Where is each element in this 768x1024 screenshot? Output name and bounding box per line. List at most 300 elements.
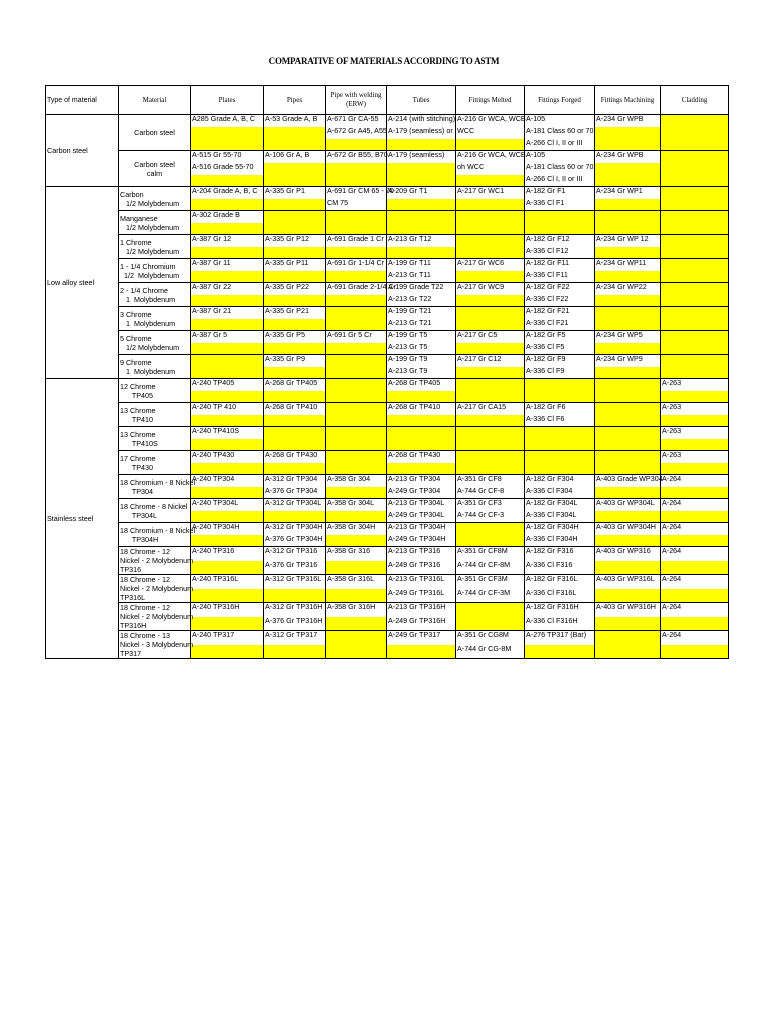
cell-fittings-melted <box>456 235 525 247</box>
cell-cladding <box>661 199 729 211</box>
cell-pipe-with-welding <box>326 617 387 631</box>
cell-fittings-forged: A-336 Cl F5 <box>525 343 595 355</box>
cell-tubes <box>387 247 456 259</box>
cell-pipes <box>264 367 326 379</box>
cell-fittings-melted: A-217 Gr WC9 <box>456 283 525 295</box>
table-row <box>46 499 729 511</box>
material-name-cell: 3 Chrome 1 Molybdenum <box>119 307 191 331</box>
cell-fittings-melted: A-351 Gr CG8M <box>456 631 525 645</box>
cell-fittings-machining <box>595 645 661 659</box>
cell-pipes <box>264 463 326 475</box>
cell-pipe-with-welding: A-691 Gr 5 Cr <box>326 331 387 343</box>
cell-tubes: A-199 Gr T5 <box>387 331 456 343</box>
cell-pipe-with-welding <box>326 175 387 187</box>
cell-tubes: A-213 Gr T9 <box>387 367 456 379</box>
cell-fittings-melted <box>456 617 525 631</box>
cell-cladding <box>661 271 729 283</box>
cell-plates <box>191 617 264 631</box>
cell-tubes: A-213 Gr TP304 <box>387 475 456 487</box>
cell-pipes: A-335 Gr P9 <box>264 355 326 367</box>
cell-pipe-with-welding: CM 75 <box>326 199 387 211</box>
cell-cladding: A-264 <box>661 603 729 617</box>
cell-pipe-with-welding <box>326 535 387 547</box>
material-name-cell: 18 Chromium - 8 Nickel TP304H <box>119 523 191 547</box>
cell-pipe-with-welding: A-691 Gr 1-1/4 Cr <box>326 259 387 271</box>
cell-fittings-melted: A-744 Gr CF-8M <box>456 561 525 575</box>
cell-cladding <box>661 319 729 331</box>
material-name-cell: 5 Chrome 1/2 Molybdenum <box>119 331 191 355</box>
table-row <box>46 475 729 487</box>
cell-plates <box>191 343 264 355</box>
cell-fittings-machining <box>595 403 661 415</box>
cell-cladding <box>661 295 729 307</box>
cell-fittings-forged <box>525 211 595 223</box>
cell-fittings-melted <box>456 427 525 439</box>
table-row <box>46 523 729 535</box>
table-body <box>46 115 729 659</box>
cell-plates <box>191 295 264 307</box>
cell-fittings-melted <box>456 343 525 355</box>
cell-fittings-machining: A-403 Gr WP316 <box>595 547 661 561</box>
cell-fittings-forged: A-336 Cl F304H <box>525 535 595 547</box>
material-name-cell: 18 Chrome - 13 Nickel - 3 Molybdenum TP317 <box>120 631 194 658</box>
cell-fittings-forged: A-182 Gr F12 <box>525 235 595 247</box>
cell-pipes <box>264 319 326 331</box>
cell-fittings-forged: A-182 Gr F11 <box>525 259 595 271</box>
cell-fittings-forged: A-182 Gr F21 <box>525 307 595 319</box>
cell-fittings-forged <box>525 463 595 475</box>
cell-plates <box>191 139 264 151</box>
cell-fittings-forged: A-182 Gr F304 <box>525 475 595 487</box>
document-title: COMPARATIVE OF MATERIALS ACCORDING TO ASTM <box>268 56 500 66</box>
cell-pipes: A-268 Gr TP430 <box>264 451 326 463</box>
cell-fittings-forged: A-336 Cl F1 <box>525 199 595 211</box>
cell-tubes: A-213 Gr TP304H <box>387 523 456 535</box>
cell-tubes <box>387 199 456 211</box>
cell-tubes <box>387 415 456 427</box>
cell-fittings-melted <box>456 367 525 379</box>
cell-tubes <box>387 223 456 235</box>
cell-tubes: A-213 Gr TP304L <box>387 499 456 511</box>
cell-cladding <box>661 307 729 319</box>
cell-fittings-forged: A-182 Gr F6 <box>525 403 595 415</box>
header-tubes: Tubes <box>387 86 456 115</box>
table-row <box>46 451 729 463</box>
cell-cladding <box>661 463 729 475</box>
cell-cladding: A-264 <box>661 547 729 561</box>
cell-plates <box>191 175 264 187</box>
material-name-cell: Carbon 1/2 Molybdenum <box>119 187 191 211</box>
table-row <box>46 379 729 391</box>
cell-pipes: A-312 Gr TP316H <box>264 603 326 617</box>
cell-pipe-with-welding <box>326 589 387 603</box>
cell-fittings-melted <box>456 223 525 235</box>
cell-pipe-with-welding <box>326 271 387 283</box>
cell-tubes: A-199 Gr T21 <box>387 307 456 319</box>
material-name-cell: 18 Chromium - 8 Nickel TP304 <box>119 475 191 499</box>
cell-pipe-with-welding <box>326 511 387 523</box>
cell-fittings-forged: A-266 Cl I, II or III <box>525 139 595 151</box>
cell-tubes <box>387 391 456 403</box>
cell-plates <box>191 589 264 603</box>
cell-pipe-with-welding <box>326 645 387 659</box>
cell-fittings-machining <box>595 319 661 331</box>
cell-fittings-forged <box>525 391 595 403</box>
cell-plates <box>191 355 264 367</box>
cell-fittings-machining <box>595 535 661 547</box>
cell-fittings-machining: A-403 Gr WP316H <box>595 603 661 617</box>
cell-plates <box>191 561 264 575</box>
cell-tubes: A-268 Gr TP410 <box>387 403 456 415</box>
cell-pipe-with-welding <box>326 295 387 307</box>
cell-pipe-with-welding <box>326 307 387 319</box>
table-row <box>46 427 729 439</box>
material-name-cell: 1 Chrome 1/2 Molybdenum <box>119 235 191 259</box>
header-pipes: Pipes <box>264 86 326 115</box>
cell-fittings-machining <box>595 427 661 439</box>
cell-pipes: A-312 Gr TP304L <box>264 499 326 511</box>
header-fittings-forged: Fittings Forged <box>525 86 595 115</box>
cell-fittings-machining <box>595 391 661 403</box>
cell-fittings-forged <box>525 645 595 659</box>
material-name-cell: Manganese 1/2 Molybdenum <box>119 211 191 235</box>
cell-pipe-with-welding <box>326 367 387 379</box>
cell-fittings-machining <box>595 175 661 187</box>
cell-fittings-machining <box>595 199 661 211</box>
cell-cladding: A-264 <box>661 475 729 487</box>
cell-plates: A-240 TP304 <box>191 475 264 487</box>
cell-pipe-with-welding <box>326 415 387 427</box>
cell-fittings-melted: WCC <box>456 127 525 139</box>
cell-fittings-machining <box>595 463 661 475</box>
cell-fittings-melted: oh WCC <box>456 163 525 175</box>
cell-cladding: A-263 <box>661 379 729 391</box>
cell-fittings-machining: A-403 Grade WP304 <box>595 475 661 487</box>
cell-cladding <box>661 561 729 575</box>
cell-pipes <box>264 427 326 439</box>
cell-fittings-forged <box>525 223 595 235</box>
cell-fittings-melted <box>456 319 525 331</box>
cell-tubes <box>387 645 456 659</box>
table-row <box>46 575 729 589</box>
cell-plates <box>191 271 264 283</box>
cell-fittings-forged: A-336 Cl F22 <box>525 295 595 307</box>
cell-pipes <box>264 645 326 659</box>
cell-fittings-machining <box>595 223 661 235</box>
cell-fittings-melted: A-217 Gr WC6 <box>456 259 525 271</box>
cell-pipe-with-welding: A-358 Gr 316 <box>326 547 387 561</box>
cell-fittings-machining <box>595 561 661 575</box>
material-name-cell: 18 Chrome - 8 Nickel TP304L <box>119 499 191 523</box>
cell-pipe-with-welding: A-672 Gr B55, B70 <box>326 151 387 163</box>
cell-cladding <box>661 163 729 175</box>
cell-fittings-melted: A-216 Gr WCA, WCB <box>456 151 525 163</box>
cell-fittings-machining <box>595 439 661 451</box>
cell-fittings-melted: A-351 Gr CF3M <box>456 575 525 589</box>
cell-pipe-with-welding: A-358 Gr 304 <box>326 475 387 487</box>
cell-pipes: A-335 Gr P22 <box>264 283 326 295</box>
cell-pipe-with-welding: A-358 Gr 304H <box>326 523 387 535</box>
cell-fittings-machining <box>595 379 661 391</box>
cell-fittings-machining <box>595 451 661 463</box>
material-name-cell: 9 Chrome 1 Molybdenum <box>119 355 191 379</box>
cell-pipe-with-welding: A-691 Grade 1 Cr <box>326 235 387 247</box>
table-row <box>46 211 729 223</box>
cell-tubes: A-249 Gr TP304H <box>387 535 456 547</box>
cell-fittings-melted: A-217 Gr CA15 <box>456 403 525 415</box>
cell-fittings-forged: A-336 Cl F9 <box>525 367 595 379</box>
cell-plates: A-516 Grade 55-70 <box>191 163 264 175</box>
header-row <box>46 86 729 115</box>
cell-tubes: A-249 Gr TP304 <box>387 487 456 499</box>
cell-plates <box>191 439 264 451</box>
cell-cladding <box>661 127 729 139</box>
cell-pipes: A-335 Gr P21 <box>264 307 326 319</box>
cell-plates: A-240 TP410S <box>191 427 264 439</box>
cell-fittings-melted <box>456 463 525 475</box>
cell-tubes: A-209 Gr T1 <box>387 187 456 199</box>
cell-cladding <box>661 535 729 547</box>
cell-pipes <box>264 295 326 307</box>
cell-tubes: A-249 Gr TP316 <box>387 561 456 575</box>
cell-fittings-machining: A-234 Gr WP9 <box>595 355 661 367</box>
header-material: Material <box>119 86 191 115</box>
cell-fittings-forged: A-105 <box>525 115 595 127</box>
cell-tubes: A-179 (seamless) <box>387 151 456 163</box>
cell-plates <box>191 645 264 659</box>
cell-fittings-machining <box>595 127 661 139</box>
cell-fittings-forged <box>525 439 595 451</box>
cell-fittings-machining <box>595 617 661 631</box>
cell-tubes <box>387 211 456 223</box>
cell-fittings-melted: A-351 Gr CF8M <box>456 547 525 561</box>
cell-tubes: A-213 Gr TP316 <box>387 547 456 561</box>
cell-fittings-machining <box>595 631 661 645</box>
cell-pipes: A-268 Gr TP405 <box>264 379 326 391</box>
cell-cladding <box>661 115 729 127</box>
cell-pipe-with-welding <box>326 211 387 223</box>
cell-fittings-melted: A-351 Gr CF8 <box>456 475 525 487</box>
cell-fittings-melted <box>456 391 525 403</box>
cell-cladding <box>661 617 729 631</box>
cell-plates <box>191 367 264 379</box>
cell-plates: A-204 Grade A, B, C <box>191 187 264 199</box>
cell-fittings-forged: A-276 TP317 (Bar) <box>525 631 595 645</box>
cell-fittings-melted: A-744 Gr CF-8 <box>456 487 525 499</box>
cell-pipes: A-376 Gr TP316 <box>264 561 326 575</box>
cell-pipe-with-welding <box>326 319 387 331</box>
cell-cladding: A-264 <box>661 575 729 589</box>
cell-fittings-melted: A-351 Gr CF3 <box>456 499 525 511</box>
cell-fittings-melted <box>456 603 525 617</box>
cell-fittings-machining <box>595 247 661 259</box>
cell-plates <box>191 415 264 427</box>
cell-fittings-forged <box>525 379 595 391</box>
cell-pipe-with-welding <box>326 223 387 235</box>
table-row <box>46 259 729 271</box>
cell-pipe-with-welding <box>326 561 387 575</box>
cell-fittings-melted: A-216 Gr WCA, WCB <box>456 115 525 127</box>
cell-plates: A-240 TP430 <box>191 451 264 463</box>
cell-fittings-machining <box>595 415 661 427</box>
table-row <box>46 187 729 199</box>
cell-plates: A-240 TP316L <box>191 575 264 589</box>
type-of-material-cell: Low alloy steel <box>46 187 119 379</box>
type-of-material-cell: Stainless steel <box>46 379 119 659</box>
cell-pipes <box>264 415 326 427</box>
cell-fittings-machining: A-403 Gr WP316L <box>595 575 661 589</box>
cell-cladding <box>661 187 729 199</box>
header-pipe-with-welding: Pipe with welding (ERW) <box>326 86 387 115</box>
cell-pipes: A-268 Gr TP410 <box>264 403 326 415</box>
cell-fittings-forged <box>525 451 595 463</box>
table-row <box>46 235 729 247</box>
cell-fittings-melted <box>456 139 525 151</box>
cell-tubes: A-199 Grade T22 <box>387 283 456 295</box>
cell-fittings-machining <box>595 511 661 523</box>
cell-tubes: A-213 Gr T21 <box>387 319 456 331</box>
cell-plates: A-387 Gr 12 <box>191 235 264 247</box>
cell-pipes <box>264 511 326 523</box>
cell-cladding <box>661 645 729 659</box>
cell-fittings-melted: A-744 Gr CG-8M <box>456 645 525 659</box>
cell-tubes: A-249 Gr TP316L <box>387 589 456 603</box>
cell-pipe-with-welding <box>326 247 387 259</box>
table-row <box>46 547 729 561</box>
cell-fittings-melted <box>456 307 525 319</box>
cell-plates: A-240 TP317 <box>191 631 264 645</box>
cell-fittings-melted: A-217 Gr C5 <box>456 331 525 343</box>
cell-tubes: A-213 Gr T5 <box>387 343 456 355</box>
cell-plates <box>191 199 264 211</box>
cell-fittings-machining: A-403 Gr WP304L <box>595 499 661 511</box>
table-row <box>46 283 729 295</box>
cell-cladding <box>661 139 729 151</box>
cell-fittings-machining <box>595 343 661 355</box>
cell-plates <box>191 223 264 235</box>
cell-fittings-forged: A-336 Cl F316L <box>525 589 595 603</box>
cell-plates: A-515 Gr 55-70 <box>191 151 264 163</box>
cell-cladding <box>661 151 729 163</box>
cell-fittings-machining: A-234 Gr WP1 <box>595 187 661 199</box>
cell-plates: A-240 TP316 <box>191 547 264 561</box>
cell-fittings-melted <box>456 439 525 451</box>
cell-fittings-melted <box>456 523 525 535</box>
cell-plates <box>191 127 264 139</box>
cell-cladding: A-263 <box>661 403 729 415</box>
header-fittings-machining: Fittings Machining <box>595 86 661 115</box>
cell-pipe-with-welding <box>326 343 387 355</box>
cell-fittings-melted <box>456 451 525 463</box>
cell-fittings-machining: A-234 Gr WPB <box>595 115 661 127</box>
type-of-material-cell: Carbon steel <box>46 115 119 187</box>
cell-fittings-melted <box>456 211 525 223</box>
material-name-cell: Carbon steel calm <box>119 151 191 187</box>
cell-tubes: A-199 Gr T9 <box>387 355 456 367</box>
cell-plates: A285 Grade A, B, C <box>191 115 264 127</box>
cell-tubes: A-249 Gr TP304L <box>387 511 456 523</box>
cell-fittings-forged <box>525 427 595 439</box>
cell-tubes: A-213 Gr T11 <box>387 271 456 283</box>
cell-pipe-with-welding <box>326 487 387 499</box>
cell-fittings-forged: A-182 Gr F316H <box>525 603 595 617</box>
cell-plates: A-240 TP304H <box>191 523 264 535</box>
cell-fittings-melted <box>456 199 525 211</box>
cell-cladding <box>661 331 729 343</box>
cell-tubes <box>387 463 456 475</box>
cell-plates <box>191 247 264 259</box>
cell-pipes: A-106 Gr A, B <box>264 151 326 163</box>
cell-pipe-with-welding <box>326 451 387 463</box>
cell-fittings-machining <box>595 295 661 307</box>
cell-pipes: A-53 Grade A, B <box>264 115 326 127</box>
cell-cladding <box>661 487 729 499</box>
cell-fittings-forged: A-336 Cl F304 <box>525 487 595 499</box>
cell-pipes: A-335 Gr P11 <box>264 259 326 271</box>
cell-fittings-forged: A-182 Gr F9 <box>525 355 595 367</box>
cell-fittings-melted <box>456 175 525 187</box>
material-name-cell: 1 - 1/4 Chromium 1/2 Molybdenum <box>119 259 191 283</box>
cell-pipes: A-312 Gr TP317 <box>264 631 326 645</box>
cell-plates: A-302 Grade B <box>191 211 264 223</box>
cell-fittings-forged: A-336 Cl F11 <box>525 271 595 283</box>
cell-fittings-forged: A-182 Gr F22 <box>525 283 595 295</box>
cell-fittings-melted <box>456 295 525 307</box>
cell-cladding: A-263 <box>661 427 729 439</box>
cell-fittings-machining <box>595 271 661 283</box>
cell-tubes: A-179 (seamless) or <box>387 127 456 139</box>
cell-fittings-melted: A-217 Gr WC1 <box>456 187 525 199</box>
cell-pipes: A-335 Gr P5 <box>264 331 326 343</box>
cell-tubes <box>387 163 456 175</box>
cell-pipes: A-312 Gr TP304 <box>264 475 326 487</box>
cell-pipes: A-376 Gr TP316H <box>264 617 326 631</box>
cell-cladding <box>661 211 729 223</box>
material-name-cell: 12 Chrome TP405 <box>119 379 191 403</box>
material-name-cell: Carbon steel <box>119 115 191 151</box>
cell-fittings-machining <box>595 589 661 603</box>
cell-pipes: A-335 Gr P1 <box>264 187 326 199</box>
cell-fittings-machining <box>595 211 661 223</box>
cell-pipe-with-welding: A-691 Grade 2-1/4 Cr <box>326 283 387 295</box>
cell-pipe-with-welding <box>326 379 387 391</box>
cell-pipes: A-335 Gr P12 <box>264 235 326 247</box>
cell-plates <box>191 487 264 499</box>
material-name-cell: 13 Chrome TP410S <box>119 427 191 451</box>
cell-pipes: A-312 Gr TP304H <box>264 523 326 535</box>
cell-fittings-forged: A-182 Gr F316 <box>525 547 595 561</box>
cell-cladding: A-264 <box>661 499 729 511</box>
cell-fittings-machining <box>595 139 661 151</box>
cell-plates <box>191 391 264 403</box>
cell-pipes <box>264 163 326 175</box>
cell-pipe-with-welding: A-358 Gr 304L <box>326 499 387 511</box>
table-row <box>46 307 729 319</box>
cell-pipes: A-376 Gr TP304 <box>264 487 326 499</box>
header-plates: Plates <box>191 86 264 115</box>
cell-pipes: A-312 Gr TP316L <box>264 575 326 589</box>
cell-fittings-forged: A-181 Class 60 or 70 <box>525 127 595 139</box>
table-row <box>46 355 729 367</box>
cell-pipes <box>264 223 326 235</box>
cell-fittings-machining: A-234 Gr WP22 <box>595 283 661 295</box>
cell-cladding <box>661 247 729 259</box>
cell-fittings-melted <box>456 247 525 259</box>
cell-pipe-with-welding: A-691 Gr CM 65 - 70 <box>326 187 387 199</box>
cell-fittings-machining <box>595 367 661 379</box>
cell-pipes <box>264 439 326 451</box>
cell-cladding <box>661 367 729 379</box>
